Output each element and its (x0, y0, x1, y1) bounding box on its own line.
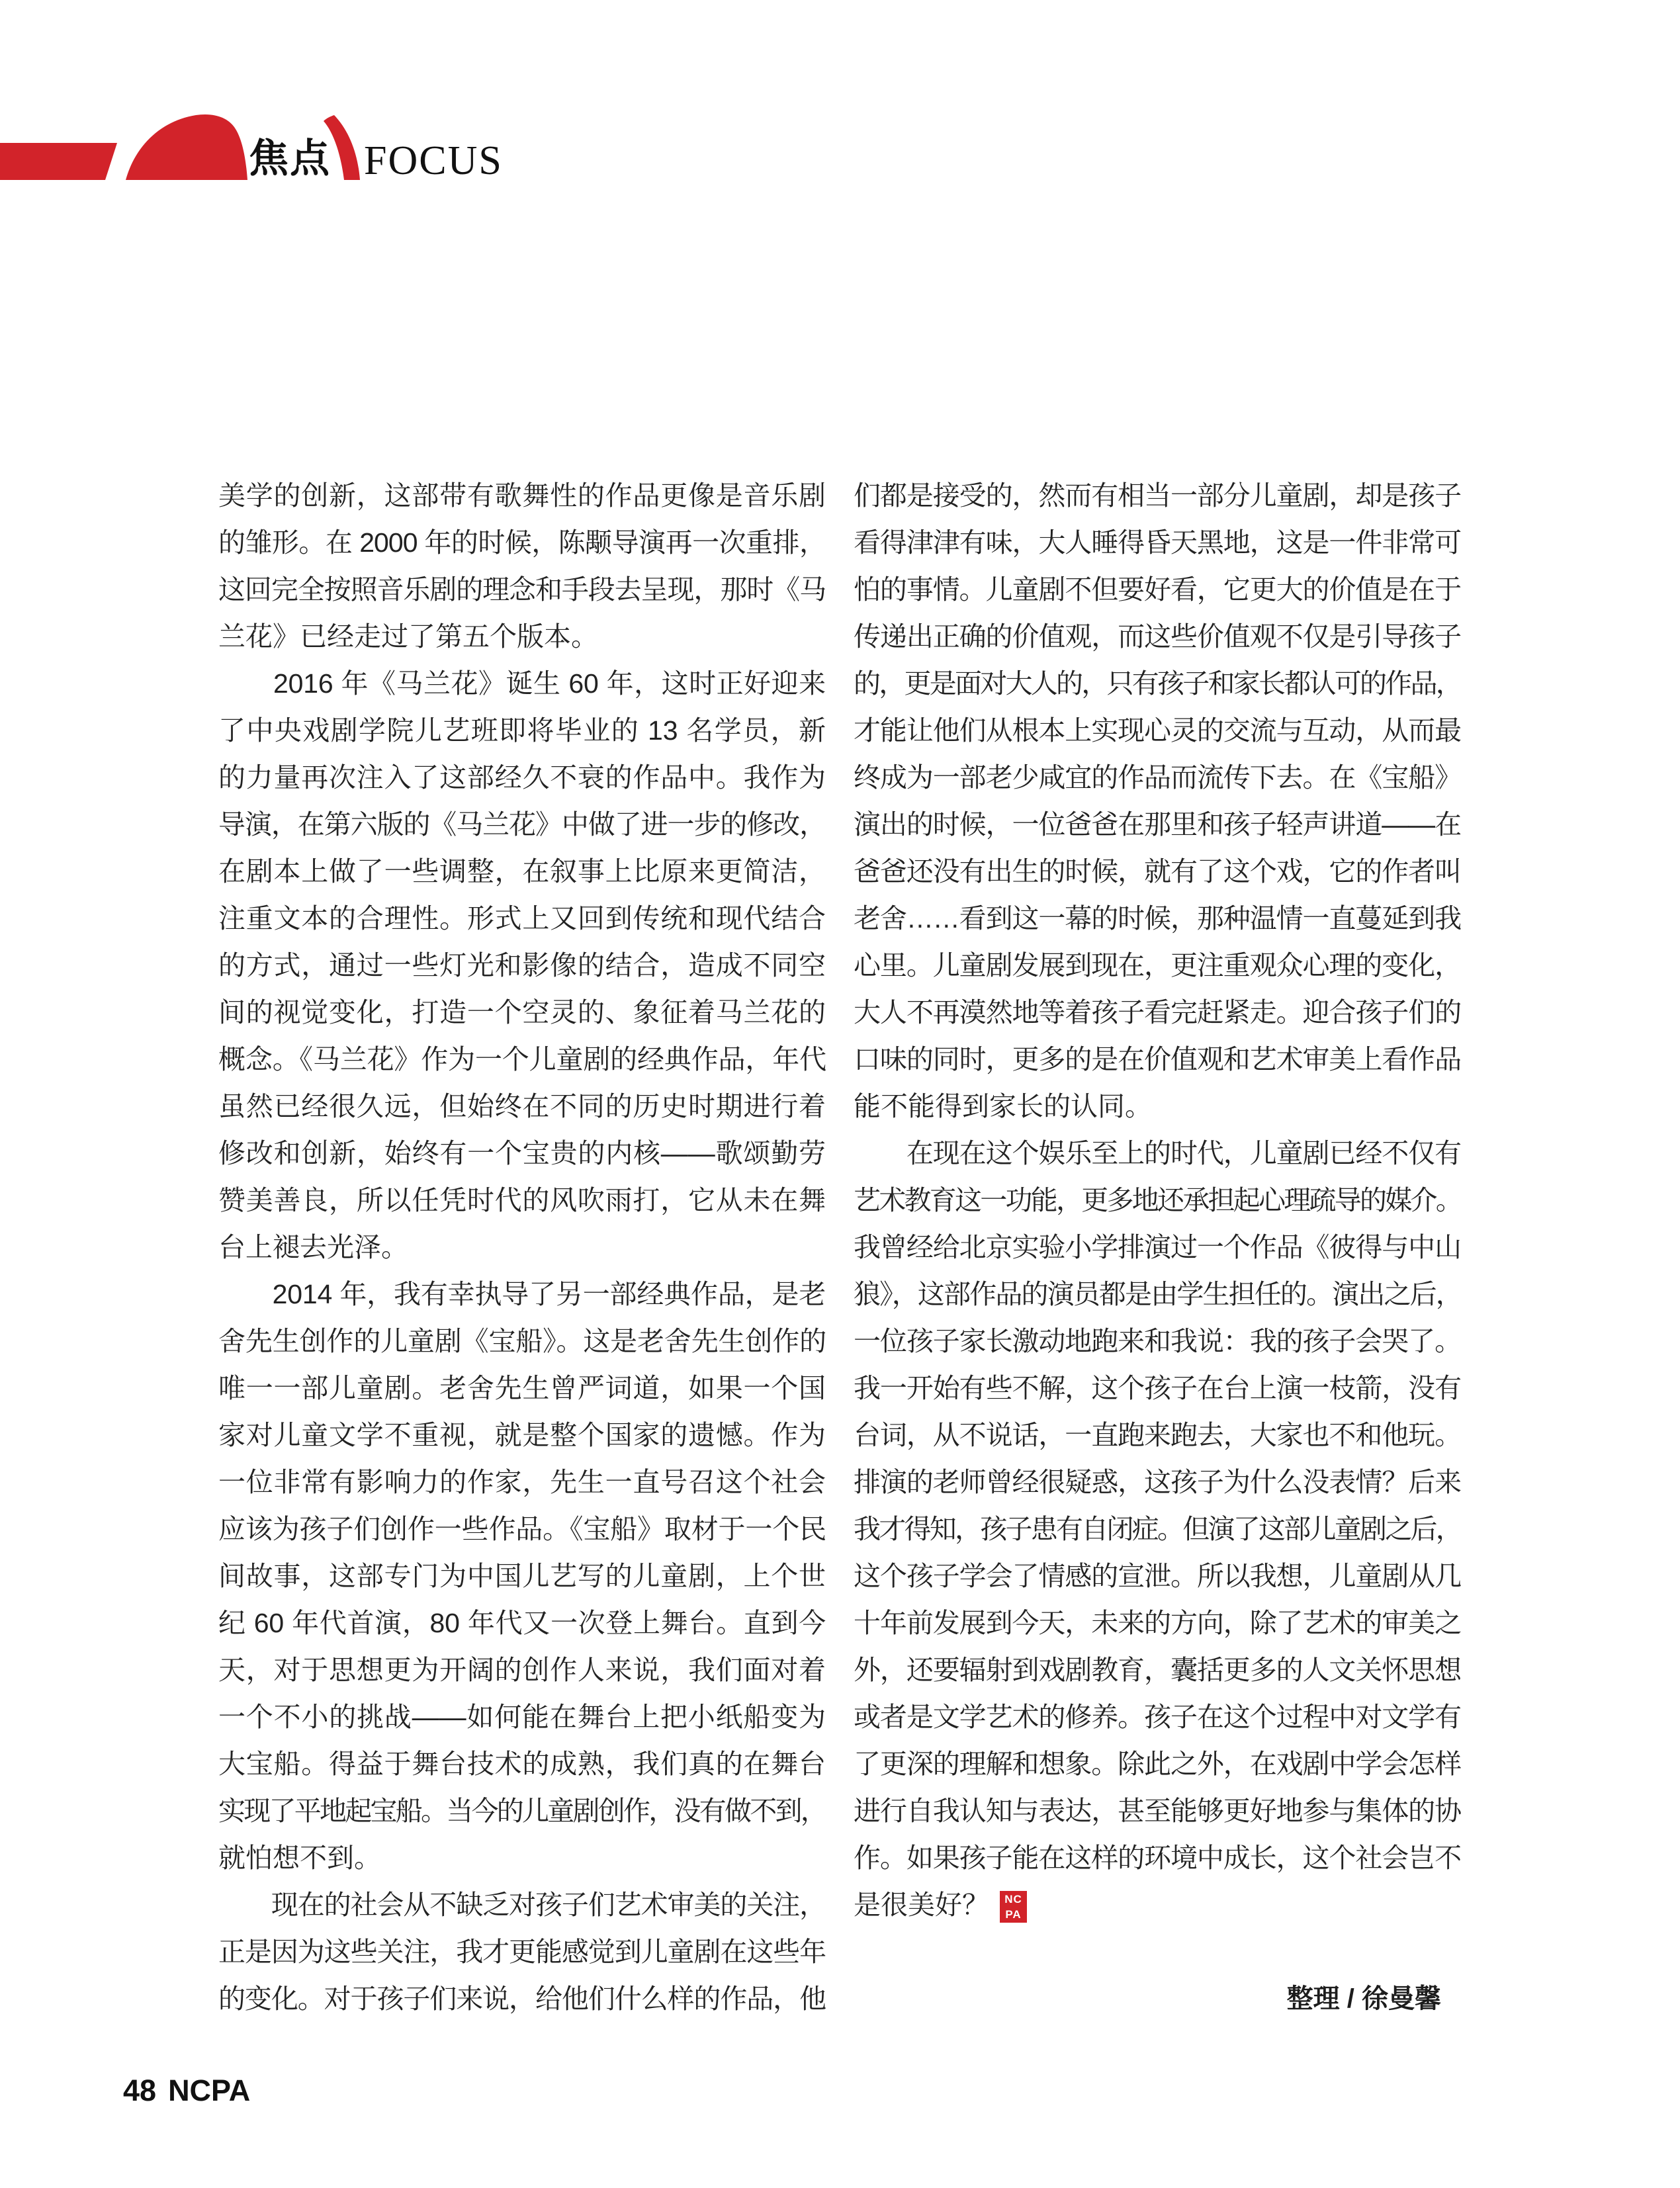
text-line: 一位孩子家长激动地跑来和我说：我的孩子会哭了。 (854, 1326, 1461, 1356)
text-line: 我才得知，孩子患有自闭症。但演了这部儿童剧之后， (854, 1514, 1461, 1544)
text-line: 看得津津有味，大人睡得昏天黑地，这是一件非常可 (854, 527, 1461, 558)
text-line: 十年前发展到今天，未来的方向，除了艺术的审美之 (854, 1608, 1461, 1638)
text-line: 怕的事情。儿童剧不但要好看，它更大的价值是在于 (854, 574, 1461, 605)
text-line: 现在的社会从不缺乏对孩子们艺术审美的关注， (218, 1890, 826, 1920)
article-right-column (854, 472, 1461, 1929)
text-line: 爸爸还没有出生的时候，就有了这个戏，它的作者叫 (854, 856, 1461, 887)
text-line: 家对儿童文学不重视，就是整个国家的遗憾。作为 (218, 1420, 826, 1450)
text-line: 排演的老师曾经很疑惑，这孩子为什么没表情？后来 (854, 1467, 1461, 1497)
text-line: 传递出正确的价值观，而这些价值观不仅是引导孩子 (854, 621, 1461, 652)
text-line: 概念。《马兰花》作为一个儿童剧的经典作品，年代 (218, 1044, 826, 1074)
text-line: 的，更是面对大人的，只有孩子和家长都认可的作品， (854, 668, 1461, 699)
text-line: 的变化。对于孩子们来说，给他们什么样的作品，他 (218, 1984, 826, 2014)
text-line: 正是因为这些关注，我才更能感觉到儿童剧在这些年 (218, 1937, 826, 1967)
text-line: 2016 年《马兰花》诞生 60 年，这时正好迎来 (218, 668, 826, 699)
text-line: 一位非常有影响力的作家，先生一直号召这个社会 (218, 1467, 826, 1497)
text-line: 纪 60 年代首演，80 年代又一次登上舞台。直到今 (218, 1608, 826, 1638)
text-line: 老舍……看到这一幕的时候，那种温情一直蔓延到我 (854, 903, 1461, 934)
text-line: 实现了平地起宝船。当今的儿童剧创作，没有做不到， (218, 1796, 826, 1826)
text-line: 2014 年，我有幸执导了另一部经典作品，是老 (218, 1279, 826, 1309)
page-number: 48 (123, 2074, 157, 2107)
text-line: 我一开始有些不解，这个孩子在台上演一枝箭，没有 (854, 1373, 1461, 1403)
text-line: 唯一一部儿童剧。老舍先生曾严词道，如果一个国 (218, 1373, 826, 1403)
text-line: 舍先生创作的儿童剧《宝船》。这是老舍先生创作的 (218, 1326, 826, 1356)
text-line: 虽然已经很久远，但始终在不同的历史时期进行着 (218, 1091, 826, 1121)
article-left-column (218, 472, 826, 2023)
text-line: 美学的创新，这部带有歌舞性的作品更像是音乐剧 (218, 480, 826, 511)
ncpa-end-seal-icon: NC PA (1000, 1891, 1027, 1923)
text-line: 这回完全按照音乐剧的理念和手段去呈现，那时《马 (218, 574, 826, 605)
page-footer (123, 2074, 250, 2108)
text-line: 应该为孩子们创作一些作品。《宝船》取材于一个民 (218, 1514, 826, 1544)
text-line: 导演，在第六版的《马兰花》中做了进一步的修改， (218, 809, 826, 840)
header-wing-icon (126, 114, 247, 180)
section-title-en: FOCUS (364, 138, 503, 183)
text-line: 在现在这个娱乐至上的时代，儿童剧已经不仅有 (854, 1138, 1461, 1168)
text-line: 狼》，这部作品的演员都是由学生担任的。演出之后， (854, 1279, 1461, 1309)
text-line: 的雏形。在 2000 年的时候，陈颙导演再一次重排， (218, 527, 826, 558)
section-title-cn: 焦点 (249, 136, 331, 181)
text-line: 的方式，通过一些灯光和影像的结合，造成不同空 (218, 950, 826, 981)
text-line: 大宝船。得益于舞台技术的成熟，我们真的在舞台 (218, 1749, 826, 1779)
text-line: 间故事，这部专门为中国儿艺写的儿童剧，上个世 (218, 1561, 826, 1591)
text-line: 一个不小的挑战——如何能在舞台上把小纸船变为 (218, 1702, 826, 1732)
text-line: 心里。儿童剧发展到现在，更注重观众心理的变化， (854, 950, 1461, 981)
text-line: 能不能得到家长的认同。 (854, 1091, 1152, 1121)
text-line: 就怕想不到。 (218, 1843, 381, 1873)
text-line: 艺术教育这一功能，更多地还承担起心理疏导的媒介。 (854, 1185, 1461, 1215)
text-line: 了更深的理解和想象。除此之外，在戏剧中学会怎样 (854, 1749, 1461, 1779)
text-line: 赞美善良，所以任凭时代的风吹雨打，它从未在舞 (218, 1185, 826, 1215)
text-line: 这个孩子学会了情感的宣泄。所以我想，儿童剧从几 (854, 1561, 1461, 1591)
text-line: 才能让他们从根本上实现心灵的交流与互动，从而最 (854, 715, 1461, 746)
text-line: 们都是接受的，然而有相当一部分儿童剧，却是孩子 (854, 480, 1461, 511)
text-line: 演出的时候，一位爸爸在那里和孩子轻声讲道——在 (854, 809, 1461, 840)
text-line: 在剧本上做了一些调整，在叙事上比原来更简洁， (218, 856, 826, 887)
text-line: 外，还要辐射到戏剧教育，囊括更多的人文关怀思想 (854, 1655, 1461, 1685)
text-line: 天，对于思想更为开阔的创作人来说，我们面对着 (218, 1655, 826, 1685)
text-line: 我曾经给北京实验小学排演过一个作品《彼得与中山 (854, 1232, 1461, 1262)
byline: 整理 / 徐曼馨 (1286, 1984, 1441, 2013)
text-line: 作。如果孩子能在这样的环境中成长，这个社会岂不 (854, 1843, 1461, 1873)
text-line: 了中央戏剧学院儿艺班即将毕业的 13 名学员，新 (218, 715, 826, 746)
brand-name: NCPA (168, 2074, 251, 2107)
text-line: 台词，从不说话，一直跑来跑去，大家也不和他玩。 (854, 1420, 1461, 1450)
text-line: 间的视觉变化，打造一个空灵的、象征着马兰花的 (218, 997, 826, 1028)
text-line: 兰花》已经走过了第五个版本。 (218, 621, 598, 652)
header-red-bar (0, 143, 117, 180)
text-line: 终成为一部老少咸宜的作品而流传下去。在《宝船》 (854, 762, 1461, 793)
text-line: 或者是文学艺术的修养。孩子在这个过程中对文学有 (854, 1702, 1461, 1732)
text-line: 修改和创新，始终有一个宝贵的内核——歌颂勤劳 (218, 1138, 826, 1168)
text-line: 进行自我认知与表达，甚至能够更好地参与集体的协 (854, 1796, 1461, 1826)
text-line: 大人不再漠然地等着孩子看完赶紧走。迎合孩子们的 (854, 997, 1461, 1028)
text-line: 台上褪去光泽。 (218, 1232, 408, 1262)
text-line: 的力量再次注入了这部经久不衰的作品中。我作为 (218, 762, 826, 793)
text-line: 注重文本的合理性。形式上又回到传统和现代结合 (218, 903, 826, 934)
text-line: 是很美好？ NC PA (854, 1882, 1461, 1929)
text-line: 口味的同时，更多的是在价值观和艺术审美上看作品 (854, 1044, 1461, 1074)
